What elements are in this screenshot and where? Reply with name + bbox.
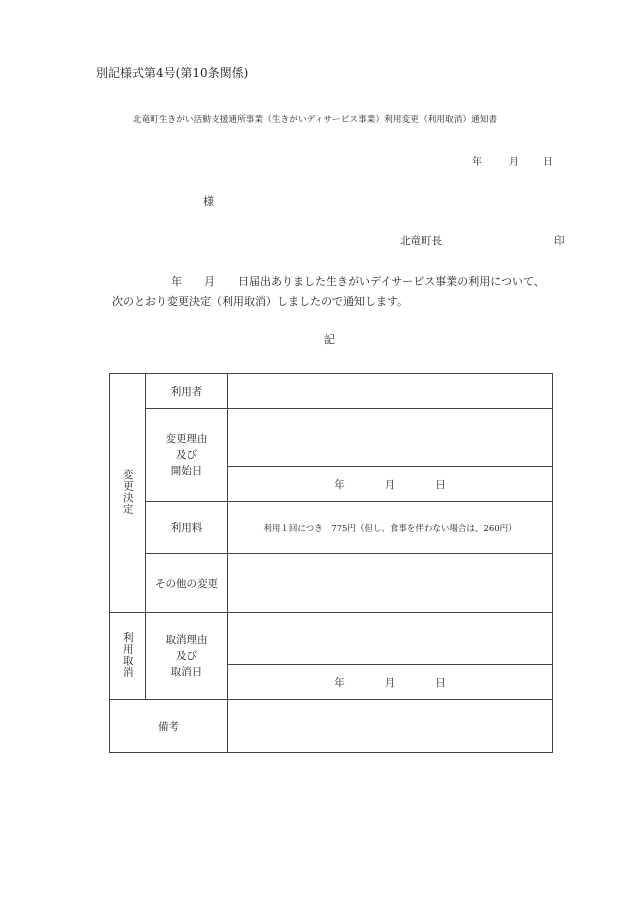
date-month: 月: [509, 157, 519, 168]
body-month: 月: [204, 275, 215, 288]
start-month: 月: [384, 478, 396, 491]
section-change-cell: [110, 374, 146, 613]
cancel-reason-field[interactable]: [228, 613, 553, 665]
user-label: 利用者: [146, 374, 228, 409]
start-date-field[interactable]: [228, 467, 553, 502]
date-day: 日: [543, 157, 553, 168]
remarks-field[interactable]: [228, 700, 553, 753]
reason-label-line3: 開始日: [170, 465, 203, 477]
reason-label-line2: 及び: [176, 449, 197, 461]
body-year: 年: [171, 275, 182, 288]
cancel-label-line1: 取消理由: [165, 634, 208, 646]
reason-label-line1: 変更理由: [165, 433, 208, 445]
cancel-label-line2: 及び: [176, 650, 197, 662]
date-year: 年: [472, 157, 482, 168]
fee-label: 利用料: [146, 502, 228, 554]
section-cancel-label: 利用取消: [121, 631, 134, 678]
form-number: 別記様式第4号(第10条関係): [96, 66, 249, 80]
section-cancel-cell: [110, 613, 146, 700]
cancel-label: [146, 613, 228, 700]
start-day: 日: [435, 478, 446, 491]
fee-text: 利用１回につき 775円（但し、食事を伴わない場合は，260円）: [228, 502, 553, 554]
issuer-title: 北竜町長: [400, 235, 442, 247]
section-change-label: 変更決定: [121, 468, 134, 515]
reason-start-label: [146, 409, 228, 502]
cancel-day: 日: [435, 676, 446, 689]
cancel-date-field[interactable]: [228, 665, 553, 700]
ki-heading: 記: [324, 333, 335, 346]
other-label: その他の変更: [146, 554, 228, 613]
body-line2-text: 次のとおり変更決定（利用取消）しましたので通知します。: [112, 295, 409, 308]
user-field[interactable]: [228, 374, 553, 409]
other-field[interactable]: [228, 554, 553, 613]
cancel-year: 年: [334, 676, 345, 689]
reason-field[interactable]: [228, 409, 553, 467]
document-title: 北竜町生きがい活動支援通所事業（生きがいディサービス事業）利用変更（利用取消）通知書: [132, 115, 498, 125]
seal-mark: 印: [554, 235, 565, 247]
addressee-honorific: 様: [203, 195, 214, 208]
cancel-label-line3: 取消日: [170, 666, 203, 678]
remarks-label: 備考: [110, 700, 228, 753]
body-line1-text: 日届出ありました生きがいデイサービス事業の利用について、: [238, 275, 545, 288]
notice-table: [109, 373, 553, 753]
start-year: 年: [334, 478, 345, 491]
cancel-month: 月: [384, 676, 396, 689]
